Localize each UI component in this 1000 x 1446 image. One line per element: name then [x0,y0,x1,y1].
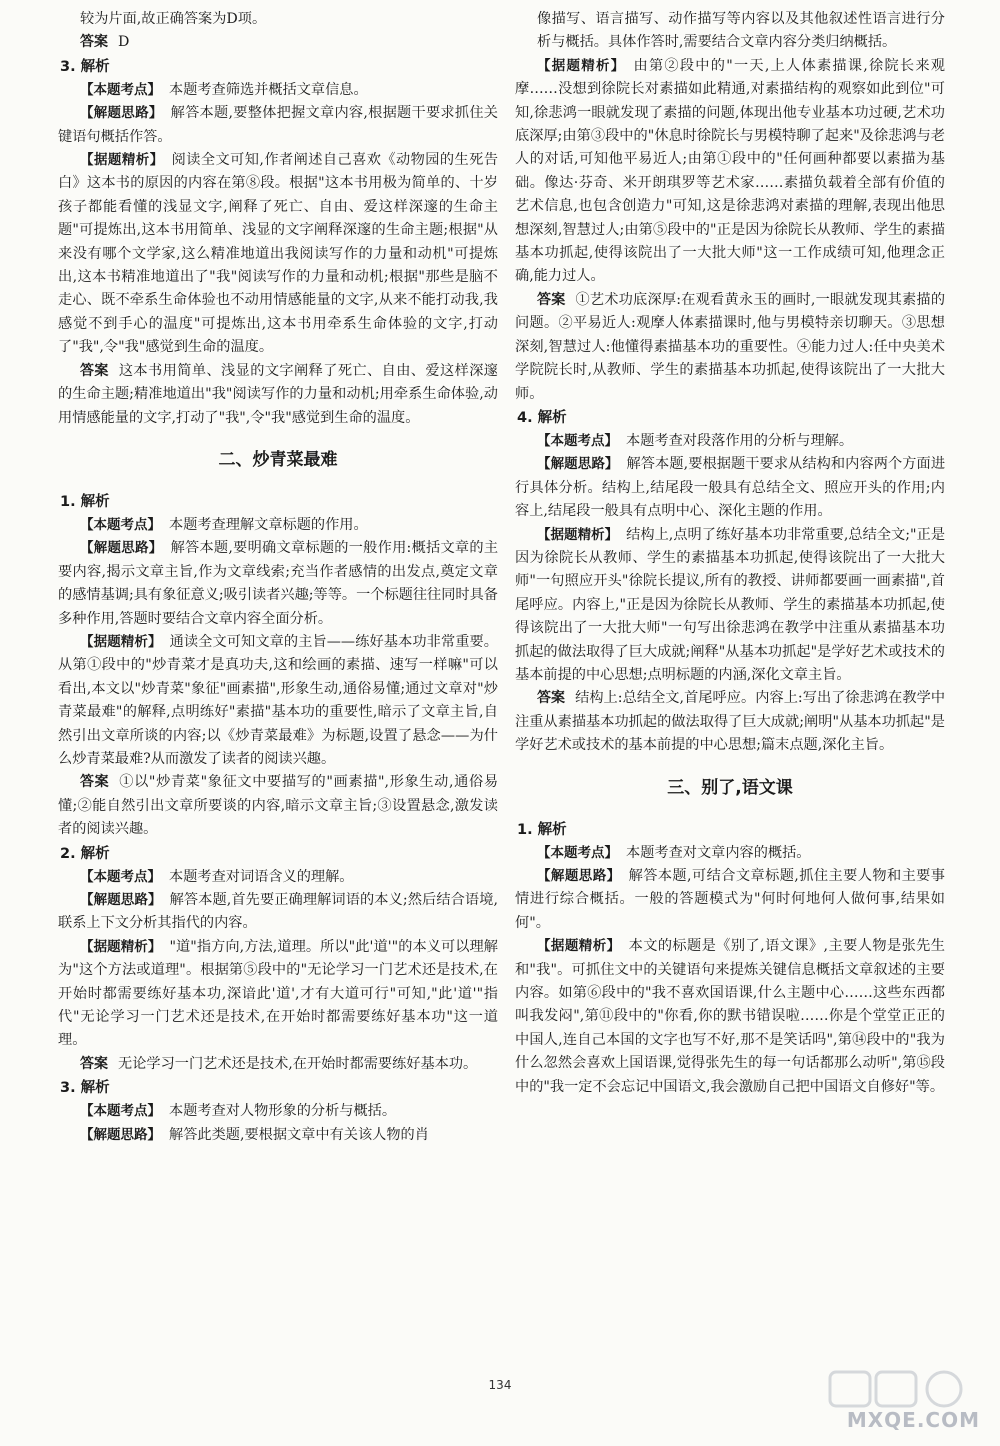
analysis-tag: 【本题考点】 [80,868,161,885]
analysis-tag: 【据题精析】 [80,938,162,955]
analysis-text: 解答本题,要整体把握文章内容,根据题干要求抓住关键语句概括作答。 [58,105,498,145]
analysis-paragraph [58,1124,498,1147]
analysis-paragraph [515,55,945,289]
analysis-tag: 【解题思路】 [80,1126,161,1143]
analysis-tag: 【本题考点】 [537,432,618,449]
analysis-paragraph [58,936,498,1053]
analysis-tag: 【解题思路】 [80,540,163,557]
analysis-text: 解答此类题,要根据文章中有关该人物的肖 [169,1126,429,1143]
analysis-text: 本题考查对词语含义的理解。 [169,868,354,885]
analysis-paragraph [515,935,945,1099]
analysis-tag: 【本题考点】 [537,844,618,861]
answer-paragraph [515,289,945,406]
analysis-paragraph [515,842,945,865]
section-heading: 三、别了,语文课 [667,777,793,798]
analysis-paragraph [515,865,945,935]
analysis-text: 解答本题,首先要正确理解词语的本义;然后结合语境,联系上下文分析其指代的内容。 [58,892,499,932]
answer-paragraph [58,771,498,841]
analysis-tag: 【据题精析】 [537,938,621,955]
analysis-paragraph [58,79,498,102]
analysis-tag: 【本题考点】 [80,1103,161,1120]
answer-paragraph [58,1053,498,1076]
analysis-tag: 【据题精析】 [537,57,626,74]
analysis-tag: 【据题精析】 [80,633,162,650]
question-number: 1. 解析 [517,821,567,838]
answer-text: 无论学习一门艺术还是技术,在开始时都需要练好基本功。 [118,1055,478,1072]
section-heading: 二、炒青菜最难 [218,449,338,470]
question-number: 2. 解析 [60,845,110,862]
paragraph-continued: 像描写、语言描写、动作描写等内容以及其他叙述性语言进行分析与概括。具体作答时,需要结合文章内容分类归纳概括。 [537,11,945,51]
answer-text: D [118,34,130,51]
analysis-text: 解答本题,要明确文章标题的一般作用:概括文章的主要内容,揭示文章主旨,作为文章线索;充当作者感情的出发点,奠定文章的感情基调;具有象征意义;吸引读者兴趣;等等。一个标题往往同时具备多种作用,答题时要结合文章内容全面分析。 [58,540,499,627]
analysis-text: 由第②段中的"一天,上人体素描课,徐院长来观摩……没想到徐院长对素描如此精通,对素描结构的观察如此到位"可知,徐悲鸿一眼就发现了素描的问题,体现出他专业基本功过硬,艺术功底深厚;由第③段中的"休息时徐院长与男模特聊了起来"及徐悲鸿与老人的对话,可知他平易近人;由第①段中的"任何画种都要以素描为基础。像达·芬奇、米开朗琪罗等艺术家……素描负载着全部有价值的艺术信息,也包含创造力"可知,这是徐悲鸿对素描的理解,表现出他思想深刻,智慧过人;由第⑤段中的"正是因为徐院长从教师、学生的素描基本功抓起,使得该院出了一大批大师"这一工作成绩可知,他理念正确,能力过人。 [515,57,945,285]
analysis-text: 本题考查理解文章标题的作用。 [169,516,368,533]
analysis-text: 通读全文可知文章的主旨——练好基本功非常重要。从第①段中的"炒青菜才是真功夫,这和绘画的素描、速写一样嘛"可以看出,本文以"炒青菜"象征"画素描",形象生动,通俗易懂;通过文章对"炒青菜最难"的解释,点明练好"素描"基本功的重要性,暗示了文章主旨,自然引出文章所谈的内容;以《炒青菜最难》为标题,设置了悬念——为什么炒青菜最难?从而激发了读者的阅读兴趣。 [58,633,498,767]
question-number: 1. 解析 [60,493,110,510]
paragraph-continued: 较为片面,故正确答案为D项。 [80,11,267,27]
analysis-paragraph [58,889,498,936]
analysis-tag: 【据题精析】 [80,152,164,169]
answer-label: 答案 [80,1055,108,1072]
analysis-paragraph [515,430,945,453]
analysis-text: 本文的标题是《别了,语文课》,主要人物是张先生和"我"。可抓住文中的关键语句来提炼关键信息概括文章叙述的主要内容。如第⑥段中的"我不喜欢国语课,什么主题中心……这些东西都叫我发闷",第⑪段中的"你看,你的默书错误啦……你是个堂堂正正的中国人,连自己本国的文字也写不好,那不是笑话吗",第⑭段中的"我为什么忽然会喜欢上国语课,觉得张先生的每一句话都那么动听",第⑮段中的"我一定不会忘记中国语文,我会激励自己把中国语文自修好"等。 [515,938,945,1095]
analysis-paragraph [58,537,498,631]
analysis-tag: 【本题考点】 [80,81,161,98]
analysis-text: 阅读全文可知,作者阐述自己喜欢《动物园的生死告白》这本书的原因的内容在第⑧段。根据"这本书用极为简单的、十岁孩子都能看懂的浅显文字,阐释了死亡、自由、爱这样深邃的生命主题"可提炼出,这本书用简单、浅显的文字阐释深邃的生命主题;根据"从来没有哪个文学家,这么精准地道出我阅读写作的力量和动机"可提炼出,这本书精准地道出了"我"阅读写作的力量和动机;根据"那些是脑不走心、既不牵系生命体验也不动用情感能量的文字,从来不能打动我,我感觉不到手心的温度"可提炼出,这本书用牵系生命体验的文字,打动了"我",令"我"感觉到生命的温度。 [58,152,499,356]
answer-label: 答案 [537,690,566,707]
answer-paragraph [515,687,945,757]
analysis-tag: 【解题思路】 [80,892,162,908]
analysis-tag: 【解题思路】 [537,868,621,884]
answer-paragraph [58,31,498,54]
analysis-text: 结构上,点明了练好基本功非常重要,总结全文;"正是因为徐院长从教师、学生的素描基本功抓起,使得该院出了一大批大师"一句照应开头"徐院长提议,所有的教授、讲师都要画一画素描",首尾呼应。内容上,"正是因为徐院长从教师、学生的素描基本功抓起,使得该院出了一大批大师"一句写出徐悲鸿在教学中注重从素描基本功抓起的做法取得了巨大成就;阐释"从基本功抓起"是学好艺术或技术的基本前提的中心思想;点明标题的内涵,深化文章主旨。 [515,526,946,683]
analysis-paragraph [58,866,498,889]
analysis-text: "道"指方向,方法,道理。所以"此'道'"的本义可以理解为"这个方法或道理"。根据第⑤段中的"无论学习一门艺术还是技术,在开始时都需要练好基本功,深谙此'道',才有大道可行"可知,"此'道'"指代"无论学习一门艺术还是技术,在开始时都需要练好基本功"这一道理。 [58,938,498,1049]
analysis-tag: 【解题思路】 [80,105,163,122]
analysis-text: 解答本题,可结合文章标题,抓住主要人物和主要事情进行综合概括。一般的答题模式为"何时何地何人做何事,结果如何"。 [515,868,945,931]
analysis-text: 解答本题,要根据题干要求从结构和内容两个方面进行具体分析。结构上,结尾段一般具有总结全文、照应开头的作用;内容上,结尾段一般具有点明中心、深化主题的作用。 [515,456,946,520]
question-number: 3. 解析 [60,1080,110,1097]
answer-text: ①艺术功底深厚:在观看黄永玉的画时,一眼就发现其素描的问题。②平易近人:观摩人体素描课时,他与男模特亲切聊天。③思想深刻,智慧过人:他懂得素描基本功的重要性。④能力过人:任中央美术学院院长时,从教师、学生的素描基本功抓起,使得该院出了一大批大师。 [515,291,946,402]
answer-text: 这本书用简单、浅显的文字阐释了死亡、自由、爱这样深邃的生命主题;精准地道出"我"阅读写作的力量和动机;用牵系生命体验,动用情感能量的文字,打动了"我",令"我"感觉到生命的温度。 [58,362,498,426]
analysis-tag: 【解题思路】 [537,456,619,473]
analysis-text: 本题考查对段落作用的分析与理解。 [626,432,854,449]
analysis-text: 本题考查对人物形象的分析与概括。 [169,1103,397,1120]
answer-label: 答案 [80,774,110,791]
analysis-paragraph [515,524,945,688]
watermark-text: MXQE.COM [846,1408,980,1432]
answer-label: 答案 [80,362,109,379]
analysis-paragraph [58,102,498,149]
question-number: 4. 解析 [517,409,567,426]
analysis-tag: 【据题精析】 [537,526,619,543]
left-column [58,8,498,1147]
analysis-paragraph [58,149,498,360]
analysis-paragraph [58,631,498,771]
right-column [515,8,945,1099]
answer-label: 答案 [537,291,566,308]
question-number: 3. 解析 [60,58,110,75]
answer-text: ①以"炒青菜"象征文中要描写的"画素描",形象生动,通俗易懂;②能自然引出文章所要谈的内容,暗示文章主旨;③设置悬念,激发读者的阅读兴趣。 [58,774,499,838]
answer-paragraph [58,360,498,430]
page-number: 134 [488,1378,512,1392]
analysis-text: 本题考查筛选并概括文章信息。 [169,81,368,98]
analysis-paragraph [515,453,945,523]
analysis-paragraph [58,514,498,537]
answer-text: 结构上:总结全文,首尾呼应。内容上:写出了徐悲鸿在教学中注重从素描基本功抓起的做法取得了巨大成就;阐明"从基本功抓起"是学好艺术或技术的基本前提的中心思想;篇末点题,深化主旨。 [515,690,946,754]
analysis-text: 本题考查对文章内容的概括。 [626,844,811,861]
analysis-paragraph [58,1100,498,1123]
answer-label: 答案 [80,34,108,51]
analysis-tag: 【本题考点】 [80,516,161,533]
